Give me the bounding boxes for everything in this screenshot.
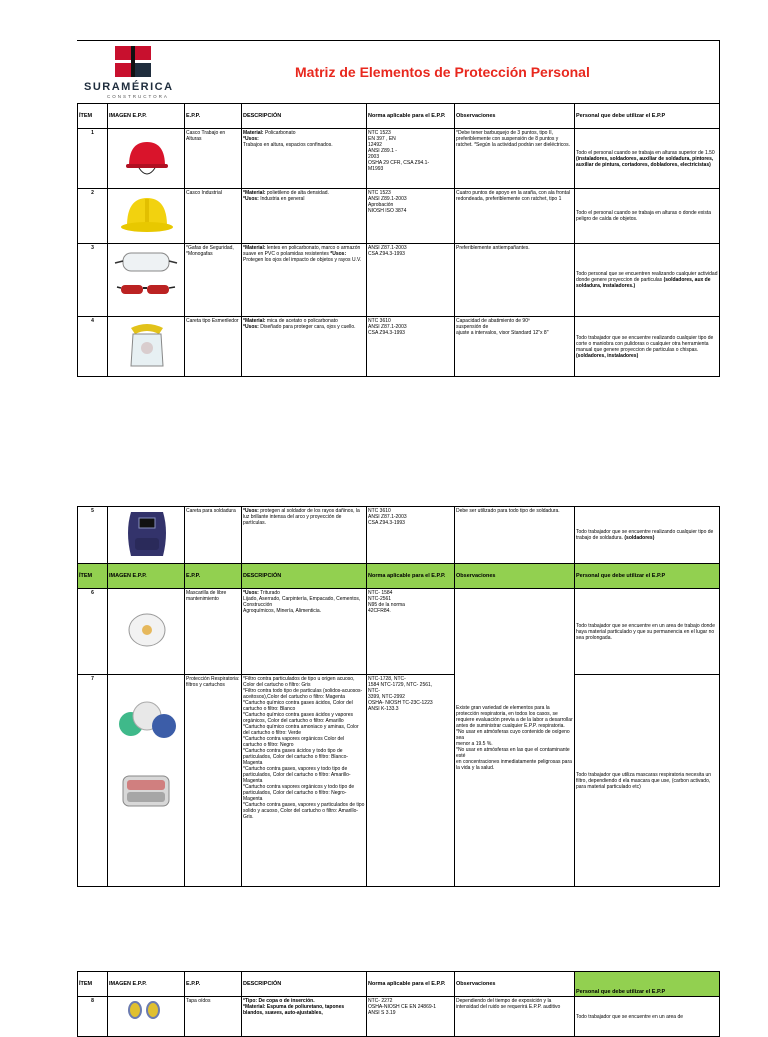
header-norma: Norma aplicable para el E.P.P. [367,972,455,997]
desc-label-2: *Usos: [330,251,347,257]
row-descripcion [242,244,367,317]
header-norma: Norma aplicable para el E.P.P. [367,564,455,589]
row-number: 8 [78,997,108,1037]
desc-text-2: Diseñado para proteger cara, ojos y cuello. [258,324,356,330]
header-imagen: IMAGEN E.P.P. [108,972,185,997]
table-row [78,507,720,564]
row-number: 3 [78,244,108,317]
row-norma: NTC- 1584 NTC-2561 N95 de la norma 42CFR84. [367,589,455,675]
header-observaciones: Observaciones [455,972,575,997]
personal-text: Todo trabajador que se encuentre en un area de trabajo donde haya material particulado y que su permanencia en el lugar no sea prolongada. [576,622,715,641]
row-number: 5 [78,507,108,564]
row-descripcion: *Filtro contra particulados de tipo u origen acuoso, Color del cartucho o filtro: Gris *Filtro contra todo tipo de particulas (solidos-acuosos-aceitosos),Color del cartucho o filtro: Magenta *Cartucho químico contra gases ácidos, Color del cartucho o filtro: Blanco *Cartucho químico contra gases ácidos y vapores orgánicos, Color del cartucho o filtro: Amarillo *Cartucho químico contra amoniaco y aminas, Color del cartucho o filtro: Verde *Cartucho contra vapores orgánicos Color del cartucho o filtro: Negro *Cartucho contra gases ácidos y todo tipo de particulados, Color del cartucho o filtro: Blanco- Magenta *Cartucho contra gases, vapores y todo tipo de particulados, Color del cartucho o filtro: Amarillo-Magenta *Cartucho contra vapores orgánicos y todo tipo de particulados, Color del cartucho o filtro: Negro-Magenta *Cartucho contra gases, vapores y particulados de tipo solido y acuoso, Color del cartucho o filtro: Amarillo- Gris. [242,675,367,887]
personal-text: Todo trabajador que se encuentre realizando cualquier tipo de trabajo de soldadura. [576,529,714,541]
row-epp: Careta para soldadura [185,507,242,564]
row-epp: Tapa oídos [185,997,242,1037]
table-row [78,317,720,377]
row-number: 7 [78,675,108,887]
row-personal [575,589,720,675]
epp-table-block-1 [77,103,720,377]
desc-text: mica de acetato o policarbonato [265,318,338,324]
row-observaciones: *Debe tener barbuquejo de 3 puntos, tipo II, preferiblemente con suspensión de 8 puntos y ratchet. *Según la actividad podrán ser dieléctricos. [455,129,575,189]
row-personal [575,317,720,377]
row-epp: Careta tipo Esmeriledor [185,317,242,377]
header-norma: Norma aplicable para el E.P.P. [367,104,455,129]
header-personal: Personal que debe utilizar el E.P.P [575,104,720,129]
row-personal [575,997,720,1037]
row-epp: Casco Trabajo en Alturas [185,129,242,189]
row-norma: NTC 1523 EN 397 , EN 12492 ANSI Z89.1 - 2003 OSHA 29 CFR, CSA Z94.1- M1993 [367,129,455,189]
header-item: ÍTEM [78,972,108,997]
table-row [78,129,720,189]
header-observaciones: Observaciones [455,104,575,129]
personal-text: Todo trabajador que utiliza mascaras respiratoria necesita un filtro, dependiendo d ela mascara que use, (carbon activado, para material particulado etc) [576,771,712,790]
header-descripcion: DESCRIPCIÓN [242,104,367,129]
respirator-filters-icon [109,676,184,876]
row-number: 1 [78,129,108,189]
row-image [108,244,185,317]
row-descripcion [242,589,367,675]
row-image [108,507,185,564]
row-personal [575,244,720,317]
row-image [108,589,185,675]
row-image [108,997,185,1037]
row-observaciones: Preferiblemente antiempañantes. [455,244,575,317]
header-descripcion: DESCRIPCIÓN [242,564,367,589]
row-image [108,129,185,189]
row-personal [575,507,720,564]
row-epp: Protección Respiratoria: filtros y cartuchos [185,675,242,887]
epp-table-block-2 [77,506,720,887]
header-observaciones: Observaciones [455,564,575,589]
dust-mask-icon [109,590,184,670]
row-number: 6 [78,589,108,675]
row-descripcion [242,189,367,244]
header-epp: E.P.P. [185,972,242,997]
table-header [78,104,720,129]
row-descripcion [242,317,367,377]
row-descripcion [242,129,367,189]
row-epp: Casco Industrial [185,189,242,244]
row-number: 2 [78,189,108,244]
desc-label: *Material: [243,190,266,196]
row-observaciones: Debe ser utilizado para todo tipo de soldadura. [455,507,575,564]
personal-bold: (soldadores) [624,535,655,541]
brand-name: SURAMÉRICA [84,81,174,93]
earplugs-icon [109,998,184,1022]
header-personal: Personal que debe utilizar el E.P.P [575,972,720,997]
row-observaciones: Capacidad de abatimiento de 90º suspensión de ajuste a intervalos, visor Standard 12"x 8" [455,317,575,377]
desc-label: *Tipo: De copa o de inserción. [243,998,315,1004]
desc-text-2: Industria en general [258,196,305,202]
desc-text: polietileno de alta densidad. [265,190,329,196]
desc-label-2: *Usos: [243,136,259,142]
header-epp: E.P.P. [185,564,242,589]
table-row [78,589,720,675]
row-epp: *Gafas de Seguridad, *Monogafas [185,244,242,317]
header-imagen: IMAGEN E.P.P. [108,104,185,129]
desc-label: Material: [243,130,264,136]
desc-label: *Usos: [243,590,259,596]
row-observaciones: Dependiendo del tiempo de exposición y la intensidad del ruido se requerirá E.P.P. auditivo [455,997,575,1037]
safety-goggles-icon [109,245,184,313]
header-personal: Personal que debe utilizar el E.P.P [575,564,720,589]
table-row [78,675,720,887]
personal-text: Todo el personal cuando se trabaja en alturas o donde exista peligro de caída de objetos. [576,210,712,222]
brand-logo [77,41,189,104]
red-hardhat-icon [109,130,184,185]
table-row [78,997,720,1037]
row-norma: NTC 3610 ANSI Z87.1-2003 CSA Z94.3-1993 [367,317,455,377]
welding-helmet-icon [109,508,184,560]
header-item: ÍTEM [78,564,108,589]
row-norma: NTC-1728, NTC- 1584 NTC-1729, NTC- 2561, NTC- 3399, NTC-2992 OSHA- NIOSH TC-23C-1223 ANSI K-133.3 [367,675,455,887]
page-title: Matriz de Elementos de Protección Personal [295,64,590,80]
header-item: ÍTEM [78,104,108,129]
row-norma: NTC- 2272 OSHA-NIOSH CE EN 24869-1 ANSI S 3.19 [367,997,455,1037]
desc-label: *Material: [243,318,266,324]
epp-table-block-3 [77,971,720,1037]
row-norma: NTC 3610 ANSI Z87.1-2003 CSA Z94.3-1993 [367,507,455,564]
personal-bold: (instaladores, soldadores, auxiliar de soldadura, pintores, auxiliar de pintura, cortadores, dobladores, electricistas) [576,155,714,168]
personal-bold: (soldadores, aux de soldadura, instaladores.) [576,277,711,289]
desc-text-2: Protegen los ojos del impacto de objetos y rayos U.V. [243,257,362,263]
brand-sub: CONSTRUCTORA [107,94,169,99]
personal-text: Todo personal que se encuentren realizando cualquier actividad donde genere proyeccion de particulas [576,271,718,283]
table-header [78,972,720,997]
table-header [78,564,720,589]
desc-text: Policarbonato [263,130,296,136]
desc-label-2: *Material: Espuma de poliuretano, tapones blandos, suaves, auto-ajustables, [243,1004,345,1016]
header-epp: E.P.P. [185,104,242,129]
desc-text: protegen al soldador de los rayos dañinos, la luz brillante intensa del arco y proyección de partículas. [243,508,360,526]
row-observaciones: Cuatro puntos de apoyo en la araña, con ala frontal redondeada, preferiblemente con ratchet, tipo 1 [455,189,575,244]
header-imagen: IMAGEN E.P.P. [108,564,185,589]
row-observaciones: Existe gran variedad de elementos para la protección respiratoria, en todos los casos, se requiere evaluación previa a de la labor a desarrollar antes de suministrar cualquier E.P.P. respiratoria. *No usar en atmósferas cuyo contenido de oxígeno sea menor a 19.5 %. *No usar en atmósferas en las que el contaminante esté en concentraciones inmediatamente peligrosas para la vida y la salud. [455,589,575,887]
row-descripcion [242,507,367,564]
row-descripcion [242,997,367,1037]
desc-text: Triturado Lijado, Aserrado, Carpintería, Empacado, Cementos, Construcción Agroquímicos, Minería, Alimenticia. [243,590,361,614]
yellow-hardhat-icon [109,190,184,240]
personal-bold: (soldadores, instaladores) [576,352,639,359]
row-norma: NTC 1523 ANSI Z89.1-2003 Aprobación NIOSH ISO 3874 [367,189,455,244]
table-row [78,244,720,317]
row-epp: Mascarilla de libre mantenimiento [185,589,242,675]
face-shield-icon [109,318,184,373]
desc-text-2: Trabajos en altura, espacios confinados. [243,142,333,148]
row-personal [575,189,720,244]
row-image [108,317,185,377]
personal-text: Todo trabajador que se encuentre realizando cualquier tipo de corte o maniobra con pulidoras o cualquier otra herramienta manual que genere proyeccion de particulas o chispas. [576,334,714,353]
desc-label: *Material: [243,245,266,251]
row-norma: ANSI Z87.1-2003 CSA Z94.3-1993 [367,244,455,317]
row-number: 4 [78,317,108,377]
row-image [108,189,185,244]
title-area [77,40,720,104]
personal-text: Todo el personal cuando se trabaja en alturas superior de 1.50 [576,149,715,156]
desc-label: *Usos: [243,508,259,514]
header-descripcion: DESCRIPCIÓN [242,972,367,997]
table-row [78,189,720,244]
row-personal [575,129,720,189]
desc-label-2: *Usos: [243,196,259,202]
desc-text: lentes en policarbonato, marco o armazón suave en PVC o polamidas resistentes [243,245,361,257]
row-personal [575,675,720,887]
personal-text: Todo trabajador que se encuentre en un area de [576,1013,684,1020]
row-image [108,675,185,887]
desc-label-2: *Usos: [243,324,259,330]
